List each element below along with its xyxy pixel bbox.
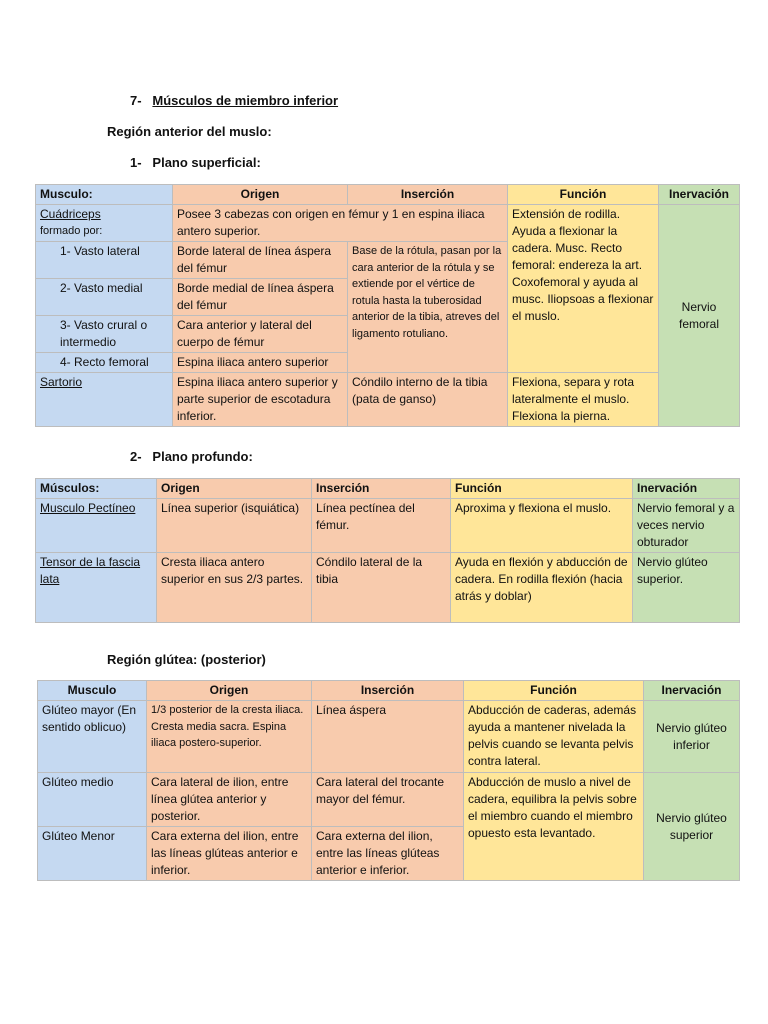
cell-gluteo-menor: Glúteo Menor <box>38 827 147 881</box>
cell-cuadriceps-funcion: Extensión de rodilla. Ayuda a flexionar la cadera. Musc. Recto femoral: endereza la art. Coxofemoral y ayuda al musc. Iliopsoas a flexionar el muslo. <box>508 205 659 373</box>
region-glutea-heading: Región glútea: (posterior) <box>107 652 266 667</box>
t2-header-musculos: Músculos: <box>36 479 157 499</box>
cell-gluteo-medio-origen: Cara lateral de ilion, entre línea glútea anterior y posterior. <box>147 773 312 827</box>
plano1-number: 1- <box>130 155 142 170</box>
cell-pectineo-inervacion: Nervio femoral y a veces nervio obturador <box>633 499 740 553</box>
cell-medio-menor-funcion: Abducción de muslo a nivel de cadera, equilibra la pelvis sobre el miembro cuando el miembro opuesto esta levantado. <box>464 773 644 881</box>
cell-pectineo-origen: Línea superior (isquiática) <box>157 499 312 553</box>
cell-sartorio-funcion: Flexiona, separa y rota lateralmente el muslo. Flexiona la pierna. <box>508 373 659 427</box>
cell-vasto-medial: 2- Vasto medial <box>36 279 173 316</box>
cell-recto-femoral: 4- Recto femoral <box>36 353 173 373</box>
t2-header-inervacion: Inervación <box>633 479 740 499</box>
cuadriceps-name: Cuádriceps <box>40 207 101 221</box>
header-origen: Origen <box>173 185 348 205</box>
cell-gluteo-menor-insercion: Cara externa del ilion, entre las líneas glúteas anterior e inferior. <box>312 827 464 881</box>
cell-gluteo-mayor-funcion: Abducción de caderas, además ayuda a mantener nivelada la pelvis cuando se levanta pelvis contra lateral. <box>464 701 644 773</box>
plano2-text: Plano profundo: <box>152 449 253 464</box>
cell-cuadriceps-insercion: Base de la rótula, pasan por la cara anterior de la rótula y se extiende por el vértice de rotula hasta la tuberosidad anterior de la tibia, atreves del ligamento rotuliano. <box>348 242 508 373</box>
header-musculo: Musculo: <box>36 185 173 205</box>
section-title <box>130 93 338 108</box>
cell-recto-femoral-origen: Espina iliaca antero superior <box>173 353 348 373</box>
cell-gluteo-mayor: Glúteo mayor (En sentido oblicuo) <box>38 701 147 773</box>
table-region-glutea <box>37 680 740 881</box>
cell-cuadriceps <box>36 205 173 242</box>
header-inervacion: Inervación <box>659 185 740 205</box>
plano2-number: 2- <box>130 449 142 464</box>
cuadriceps-note: formado por: <box>40 225 103 237</box>
plano-superficial-heading <box>130 155 261 170</box>
t3-header-origen: Origen <box>147 681 312 701</box>
section-title-text: Músculos de miembro inferior <box>152 93 339 108</box>
cell-gluteo-mayor-insercion: Línea áspera <box>312 701 464 773</box>
header-insercion: Inserción <box>348 185 508 205</box>
plano-profundo-heading <box>130 449 253 464</box>
cell-gluteo-mayor-origen: 1/3 posterior de la cresta iliaca. Cresta media sacra. Espina iliaca postero-superior. <box>147 701 312 773</box>
cell-gluteo-medio-insercion: Cara lateral del trocante mayor del fémur. <box>312 773 464 827</box>
cell-cuadriceps-origen: Posee 3 cabezas con origen en fémur y 1 en espina iliaca antero superior. <box>173 205 508 242</box>
region-anterior-heading: Región anterior del muslo: <box>107 124 272 139</box>
cell-tensor-fascia: Tensor de la fascia lata <box>36 553 157 623</box>
cell-vasto-lateral-origen: Borde lateral de línea áspera del fémur <box>173 242 348 279</box>
cell-tensor-funcion: Ayuda en flexión y abducción de cadera. En rodilla flexión (hacia atrás y doblar) <box>451 553 633 623</box>
t2-header-origen: Origen <box>157 479 312 499</box>
t2-header-funcion: Función <box>451 479 633 499</box>
cell-vasto-crural: 3- Vasto crural o intermedio <box>36 316 173 353</box>
header-funcion: Función <box>508 185 659 205</box>
cell-medio-menor-inervacion: Nervio glúteo superior <box>644 773 740 881</box>
cell-gluteo-medio: Glúteo medio <box>38 773 147 827</box>
t3-header-insercion: Inserción <box>312 681 464 701</box>
section-number: 7- <box>130 93 142 108</box>
t3-header-inervacion: Inervación <box>644 681 740 701</box>
cell-sartorio: Sartorio <box>36 373 173 427</box>
cell-gluteo-menor-origen: Cara externa del ilion, entre las líneas glúteas anterior e inferior. <box>147 827 312 881</box>
cell-sartorio-origen: Espina iliaca antero superior y parte superior de escotadura inferior. <box>173 373 348 427</box>
cell-pectineo-insercion: Línea pectínea del fémur. <box>312 499 451 553</box>
cell-sartorio-insercion: Cóndilo interno de la tibia (pata de ganso) <box>348 373 508 427</box>
table-plano-superficial <box>35 184 740 427</box>
cell-pectineo-funcion: Aproxima y flexiona el muslo. <box>451 499 633 553</box>
cell-gluteo-mayor-inervacion: Nervio glúteo inferior <box>644 701 740 773</box>
t2-header-insercion: Inserción <box>312 479 451 499</box>
plano1-text: Plano superficial: <box>152 155 261 170</box>
cell-pectineo: Musculo Pectíneo <box>36 499 157 553</box>
cell-tensor-insercion: Cóndilo lateral de la tibia <box>312 553 451 623</box>
cell-tensor-origen: Cresta iliaca antero superior en sus 2/3 partes. <box>157 553 312 623</box>
cell-vasto-lateral: 1- Vasto lateral <box>36 242 173 279</box>
cell-vasto-medial-origen: Borde medial de línea áspera del fémur <box>173 279 348 316</box>
t3-header-funcion: Función <box>464 681 644 701</box>
cell-vasto-crural-origen: Cara anterior y lateral del cuerpo de fémur <box>173 316 348 353</box>
cell-tensor-inervacion: Nervio glúteo superior. <box>633 553 740 623</box>
cell-inervacion-femoral: Nervio femoral <box>659 205 740 427</box>
t3-header-musculo: Musculo <box>38 681 147 701</box>
table-plano-profundo <box>35 478 740 623</box>
